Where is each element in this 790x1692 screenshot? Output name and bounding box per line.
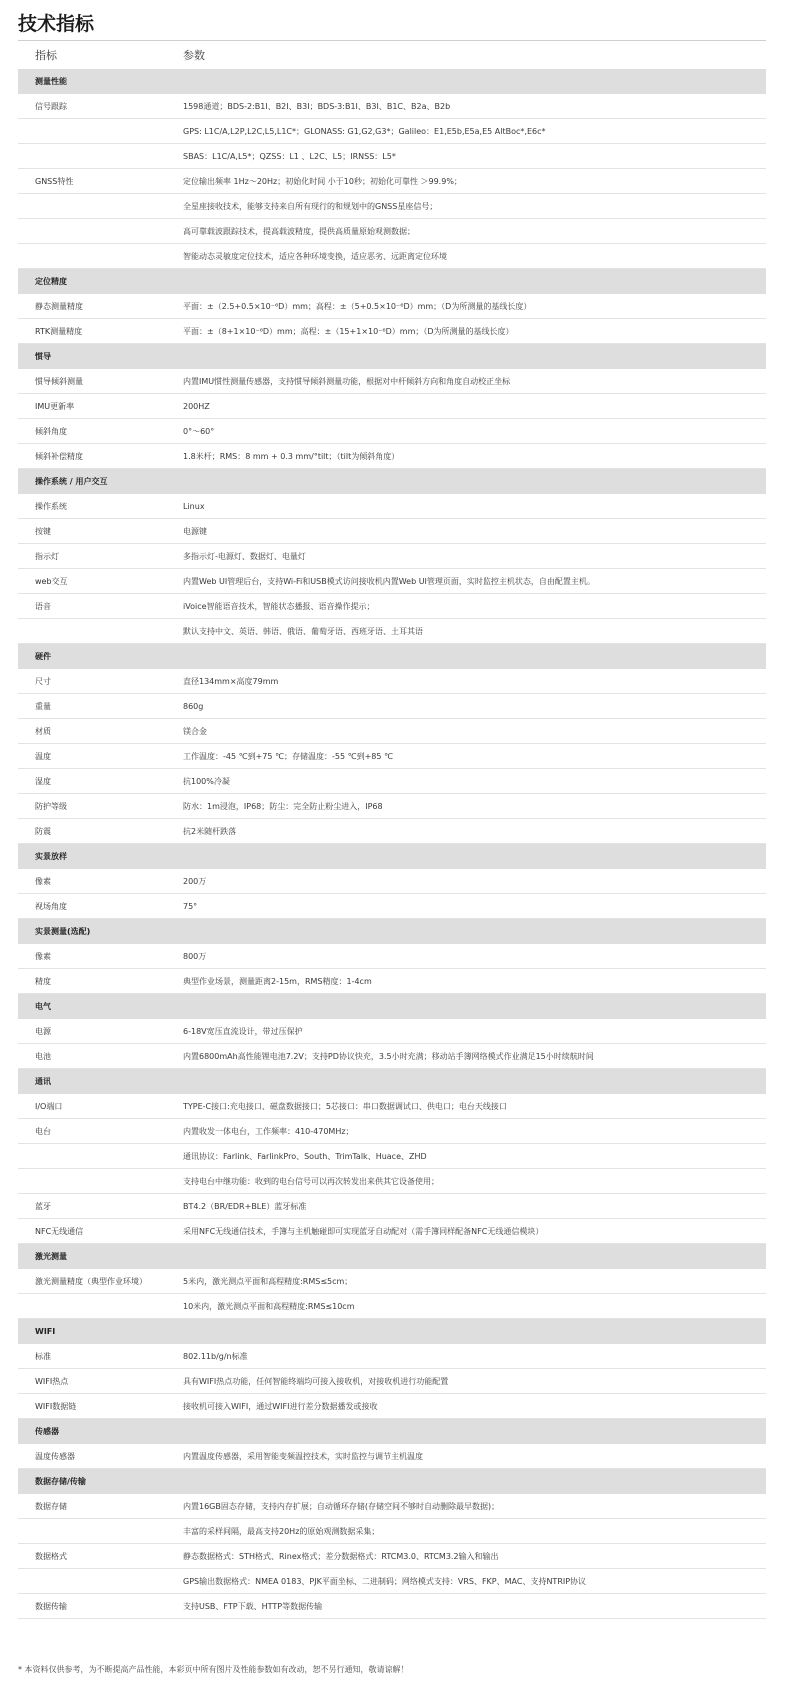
spec-value: 采用NFC无线通信技术，手簿与主机触碰即可实现蓝牙自动配对（需手簿同样配备NFC无线通信模块）: [183, 1226, 544, 1236]
spec-value: 内置Web UI管理后台，支持Wi-Fi和USB模式访问接收机内置Web UI管理页面，实时监控主机状态，自由配置主机。: [183, 576, 595, 586]
table-row: [18, 194, 766, 219]
section-title: 硬件: [35, 651, 51, 661]
footnote: * 本资料仅供参考，为不断提高产品性能，本彩页中所有图片及性能参数如有改动，恕不另行通知，敬请谅解！: [18, 1665, 409, 1674]
table-row: [18, 1569, 766, 1594]
section-header-row: [18, 1319, 766, 1344]
spec-value: BT4.2（BR/EDR+BLE）蓝牙标准: [183, 1201, 307, 1211]
spec-name: 精度: [35, 976, 51, 986]
spec-value: 抗100%冷凝: [183, 776, 230, 786]
spec-value: 默认支持中文、英语、韩语、俄语、葡萄牙语、西班牙语、土耳其语: [183, 626, 423, 636]
page-title: 技术指标: [18, 13, 95, 35]
section-title: 操作系统 / 用户交互: [35, 476, 108, 486]
table-row: [18, 1369, 766, 1394]
table-row: [18, 819, 766, 844]
table-row: [18, 1494, 766, 1519]
section-header-row: [18, 1069, 766, 1094]
section-title: 测量性能: [35, 76, 67, 86]
section-title: 惯导: [35, 351, 51, 361]
spec-value: GPS: L1C/A,L2P,L2C,L5,L1C*；GLONASS: G1,G2,G3*；Galileo：E1,E5b,E5a,E5 AltBoc*,E6c*: [183, 126, 546, 136]
table-row: [18, 1119, 766, 1144]
table-row: [18, 444, 766, 469]
table-row: [18, 294, 766, 319]
table-row: [18, 419, 766, 444]
table-row: [18, 119, 766, 144]
spec-value: 200万: [183, 876, 207, 886]
spec-name: 激光测量精度（典型作业环境）: [35, 1276, 147, 1286]
spec-value: iVoice智能语音技术，智能状态播报、语音操作提示；: [183, 601, 375, 611]
section-header-row: [18, 1469, 766, 1494]
header-value: 参数: [183, 49, 205, 62]
section-title: 定位精度: [35, 276, 67, 286]
spec-name: 尺寸: [35, 676, 51, 686]
spec-name: GNSS特性: [35, 176, 74, 186]
spec-name: IMU更新率: [35, 401, 75, 411]
table-row: [18, 769, 766, 794]
table-row: [18, 1019, 766, 1044]
section-header-row: [18, 469, 766, 494]
spec-value: 接收机可接入WIFI，通过WIFI进行差分数据播发或接收: [183, 1401, 378, 1411]
spec-value: 5米内，激光测点平面和高程精度:RMS≤5cm；: [183, 1276, 353, 1286]
spec-value: 0°～60°: [183, 426, 215, 436]
spec-name: I/O端口: [35, 1101, 63, 1111]
table-row: [18, 1519, 766, 1544]
spec-name: 语音: [35, 601, 51, 611]
spec-value: 直径134mm×高度79mm: [183, 676, 279, 686]
spec-value: 支持电台中继功能：收到的电台信号可以再次转发出来供其它设备使用；: [183, 1176, 439, 1186]
section-header-row: [18, 69, 766, 94]
table-row: [18, 794, 766, 819]
spec-value: 平面：±（2.5+0.5×10⁻⁶D）mm；高程：±（5+0.5×10⁻⁶D）mm；（D为所测量的基线长度）: [183, 301, 532, 311]
spec-name: 像素: [35, 876, 51, 886]
spec-value: 全星座接收技术，能够支持来自所有现行的和规划中的GNSS星座信号；: [183, 201, 438, 211]
spec-name: 温度传感器: [35, 1451, 75, 1461]
spec-name: 数据传输: [35, 1601, 67, 1611]
spec-name: RTK测量精度: [35, 326, 83, 336]
section-title: 传感器: [35, 1426, 59, 1436]
table-row: [18, 369, 766, 394]
section-header-row: [18, 644, 766, 669]
table-row: [18, 169, 766, 194]
spec-table: [18, 41, 766, 1619]
table-row: [18, 1394, 766, 1419]
table-row: [18, 694, 766, 719]
spec-name: 指示灯: [35, 551, 59, 561]
table-row: [18, 394, 766, 419]
spec-value: 内置IMU惯性测量传感器，支持惯导倾斜测量功能，根据对中杆倾斜方向和角度自动校正坐标: [183, 376, 511, 386]
table-row: [18, 244, 766, 269]
table-row: [18, 1594, 766, 1619]
spec-value: 860g: [183, 701, 204, 711]
spec-value: 防水：1m浸泡，IP68；防尘：完全防止粉尘进入，IP68: [183, 801, 383, 811]
spec-name: 重量: [35, 701, 51, 711]
section-header-row: [18, 1244, 766, 1269]
spec-value: 静态数据格式：STH格式、Rinex格式；差分数据格式：RTCM3.0、RTCM3.2输入和输出: [183, 1551, 499, 1561]
table-row: [18, 619, 766, 644]
spec-value: 800万: [183, 951, 207, 961]
spec-value: 802.11b/g/n标准: [183, 1351, 248, 1361]
table-row: [18, 219, 766, 244]
spec-name: 静态测量精度: [35, 301, 83, 311]
spec-value: 10米内，激光测点平面和高程精度:RMS≤10cm: [183, 1301, 355, 1311]
spec-value: 具有WIFI热点功能，任何智能终端均可接入接收机，对接收机进行功能配置: [183, 1376, 449, 1386]
spec-value: 200HZ: [183, 401, 210, 411]
header-name: 指标: [35, 49, 57, 62]
section-title: 电气: [35, 1001, 51, 1011]
section-header-row: [18, 844, 766, 869]
spec-value: 工作温度：-45 ℃到+75 ℃；存储温度：-55 ℃到+85 ℃: [183, 751, 394, 761]
table-row: [18, 1194, 766, 1219]
section-title: WIFI: [35, 1326, 56, 1336]
spec-name: 视场角度: [35, 901, 67, 911]
table-row: [18, 1144, 766, 1169]
table-row: [18, 1169, 766, 1194]
spec-name: 标准: [35, 1351, 51, 1361]
spec-value: 支持USB、FTP下载、HTTP等数据传输: [183, 1601, 323, 1611]
spec-name: 像素: [35, 951, 51, 961]
table-row: [18, 1269, 766, 1294]
spec-name: 电台: [35, 1126, 51, 1136]
table-row: [18, 144, 766, 169]
section-header-row: [18, 344, 766, 369]
spec-name: 温度: [35, 751, 51, 761]
spec-value: 多指示灯-电源灯、数据灯、电量灯: [183, 551, 306, 561]
table-row: [18, 94, 766, 119]
spec-name: 数据格式: [35, 1551, 67, 1561]
table-row: [18, 569, 766, 594]
table-row: [18, 1044, 766, 1069]
table-row: [18, 969, 766, 994]
spec-name: NFC无线通信: [35, 1226, 84, 1236]
spec-name: 倾斜补偿精度: [35, 451, 83, 461]
table-row: [18, 869, 766, 894]
spec-value: 内置温度传感器，采用智能变频温控技术，实时监控与调节主机温度: [183, 1451, 423, 1461]
table-row: [18, 894, 766, 919]
spec-name: web交互: [35, 576, 68, 586]
spec-name: 倾斜角度: [35, 426, 67, 436]
spec-name: 操作系统: [35, 501, 67, 511]
table-row: [18, 594, 766, 619]
section-header-row: [18, 269, 766, 294]
spec-value: 平面：±（8+1×10⁻⁶D）mm；高程：±（15+1×10⁻⁶D）mm；（D为所测量的基线长度）: [183, 326, 514, 336]
table-row: [18, 944, 766, 969]
table-row: [18, 719, 766, 744]
section-header-row: [18, 994, 766, 1019]
spec-value: 内置收发一体电台，工作频率：410-470MHz；: [183, 1126, 354, 1136]
section-title: 实景放样: [35, 851, 67, 861]
spec-value: 通讯协议：Farlink、FarlinkPro、South、TrimTalk、Huace、ZHD: [183, 1151, 427, 1161]
spec-name: 湿度: [35, 776, 51, 786]
table-header: [18, 41, 766, 69]
spec-name: 信号跟踪: [35, 101, 67, 111]
spec-value: 高可靠载波跟踪技术，提高载波精度，提供高质量原始观测数据；: [183, 226, 415, 236]
table-row: [18, 494, 766, 519]
table-row: [18, 744, 766, 769]
spec-value: 1598通道；BDS-2:B1I、B2I、B3I；BDS-3:B1I、B3I、B1C、B2a、B2b: [183, 101, 451, 111]
spec-value: SBAS：L1C/A,L5*；QZSS：L1 、L2C、L5；IRNSS：L5*: [183, 151, 396, 161]
section-title: 通讯: [35, 1076, 51, 1086]
spec-value: 75°: [183, 901, 198, 911]
spec-value: 6-18V宽压直流设计，带过压保护: [183, 1026, 303, 1036]
spec-value: 内置16GB固态存储，支持内存扩展；自动循环存储(存储空间不够时自动删除最早数据)；: [183, 1501, 500, 1511]
section-title: 数据存储/传输: [35, 1476, 86, 1486]
table-row: [18, 1344, 766, 1369]
section-header-row: [18, 919, 766, 944]
table-row: [18, 1094, 766, 1119]
spec-name: 防护等级: [35, 801, 67, 811]
table-row: [18, 1294, 766, 1319]
spec-value: 1.8米杆；RMS：8 mm + 0.3 mm/°tilt；（tilt为倾斜角度）: [183, 451, 400, 461]
spec-value: Linux: [183, 501, 205, 511]
spec-name: 蓝牙: [35, 1201, 51, 1211]
spec-value: 典型作业场景，测量距离2-15m，RMS精度：1-4cm: [183, 976, 372, 986]
spec-name: 惯导倾斜测量: [35, 376, 83, 386]
table-row: [18, 1544, 766, 1569]
spec-value: 智能动态灵敏度定位技术，适应各种环境变换，适应恶劣、远距离定位环境: [183, 251, 447, 261]
spec-name: 按键: [35, 526, 51, 536]
table-row: [18, 544, 766, 569]
spec-value: 定位输出频率 1Hz～20Hz；初始化时间 小于10秒；初始化可靠性 ＞99.9%；: [183, 176, 462, 186]
spec-name: 电源: [35, 1026, 51, 1036]
spec-name: 电池: [35, 1051, 51, 1061]
table-row: [18, 669, 766, 694]
section-header-row: [18, 1419, 766, 1444]
table-row: [18, 319, 766, 344]
spec-value: 镁合金: [183, 726, 207, 736]
spec-name: WIFI数据链: [35, 1401, 77, 1411]
spec-value: 内置6800mAh高性能锂电池7.2V；支持PD协议快充，3.5小时充满；移动站手簿网络模式作业满足15小时续航时间: [183, 1051, 594, 1061]
table-row: [18, 1444, 766, 1469]
section-title: 激光测量: [35, 1251, 67, 1261]
spec-value: TYPE-C接口:充电接口、磁盘数据接口；5芯接口：串口数据调试口、供电口；电台天线接口: [183, 1101, 507, 1111]
section-title: 实景测量(选配): [35, 926, 91, 936]
table-row: [18, 1219, 766, 1244]
table-row: [18, 519, 766, 544]
spec-name: 防震: [35, 826, 51, 836]
spec-name: 数据存储: [35, 1501, 67, 1511]
spec-value: 丰富的采样间隔，最高支持20Hz的原始观测数据采集；: [183, 1526, 380, 1536]
spec-name: WIFI热点: [35, 1376, 69, 1386]
spec-value: 抗2米随杆跌落: [183, 826, 237, 836]
spec-value: 电源键: [183, 526, 207, 536]
spec-name: 材质: [35, 726, 51, 736]
spec-value: GPS输出数据格式：NMEA 0183、PJK平面坐标、二进制码；网络模式支持：VRS、FKP、MAC、支持NTRIP协议: [183, 1576, 587, 1586]
